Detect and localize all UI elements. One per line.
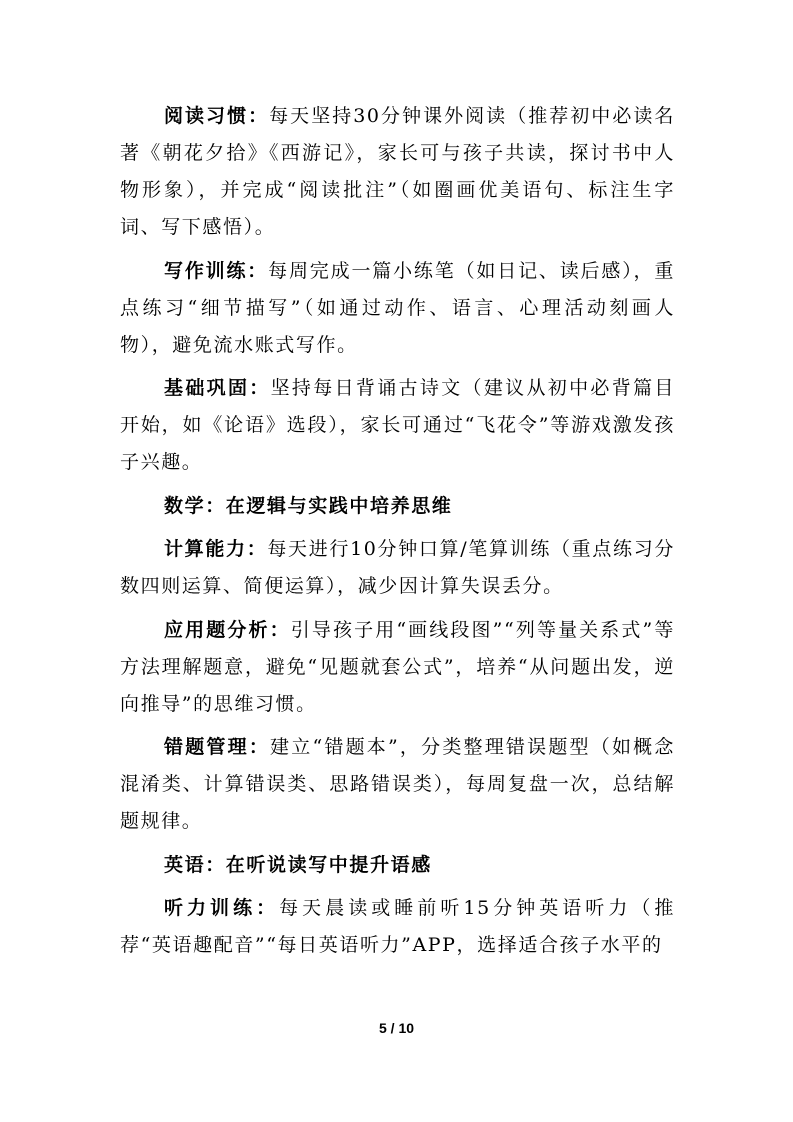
paragraph-reading-habits — [120, 98, 675, 246]
section-heading-math: 数学：在逻辑与实践中培养思维 — [164, 494, 453, 517]
paragraph-text: 坚持每日背诵古诗文（建议从初中必背篇目开始，如《论语》选段），家长可通过“飞花令”等游戏激发孩子兴趣。 — [120, 377, 675, 473]
paragraph-listening-training — [120, 890, 675, 964]
paragraph-label: 计算能力： — [164, 538, 268, 560]
page-number: 5 / 10 — [378, 1020, 415, 1036]
paragraph-label: 写作训练： — [164, 259, 269, 282]
paragraph-text: 每周完成一篇小练笔（如日记、读后感），重点练习“细节描写”（如通过动作、语言、心理活动刻画人物），避免流水账式写作。 — [120, 259, 675, 356]
paragraph-calculation-ability — [120, 531, 675, 605]
document-body — [120, 98, 675, 971]
paragraph-text: 引导孩子用“画线段图”“列等量关系式”等方法理解题意，避免“见题就套公式”，培养“从问题出发，逆向推导”的思维习惯。 — [120, 618, 675, 715]
section-heading-english: 英语：在听说读写中提升语感 — [164, 853, 432, 876]
paragraph-text: 每天坚持30分钟课外阅读（推荐初中必读名著《朝花夕拾》《西游记》，家长可与孩子共读，探讨书中人物形象），并完成“阅读批注”（如圈画优美语句、标注生字词、写下感悟）。 — [120, 105, 675, 238]
paragraph-writing-training — [120, 253, 675, 364]
paragraph-label: 听力训练： — [164, 897, 280, 919]
paragraph-text: 每天晨读或睡前听15分钟英语听力（推荐“英语趣配音”“每日英语听力”APP，选择适合孩子水平的 — [120, 897, 675, 956]
paragraph-word-problem-analysis — [120, 612, 675, 723]
paragraph-basic-consolidation — [120, 370, 675, 481]
paragraph-text: 每天进行10分钟口算/笔算训练（重点练习分数四则运算、简便运算），减少因计算失误丢分。 — [120, 538, 675, 597]
paragraph-label: 阅读习惯： — [164, 105, 270, 127]
paragraph-label: 错题管理： — [164, 736, 271, 758]
paragraph-error-management — [120, 729, 675, 840]
paragraph-label: 应用题分析： — [164, 618, 291, 641]
paragraph-label: 基础巩固： — [164, 377, 271, 399]
paragraph-text: 建立“错题本”，分类整理错误题型（如概念混淆类、计算错误类、思路错误类），每周复盘一次，总结解题规律。 — [120, 736, 675, 832]
